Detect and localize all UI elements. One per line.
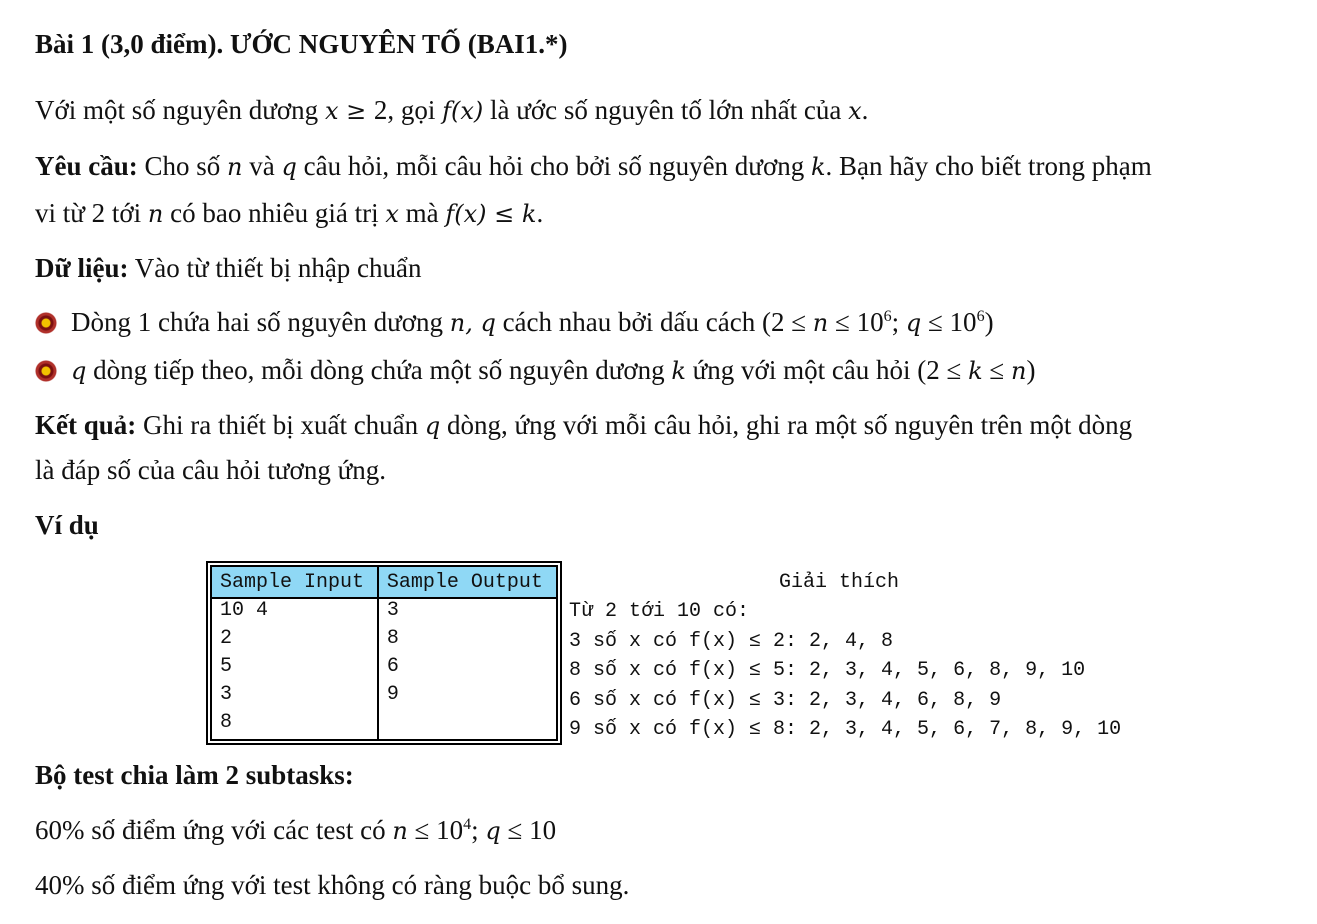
text-run: là ước số nguyên tố lớn nhất của — [483, 95, 849, 125]
sample-input-cell: 2 — [220, 627, 233, 650]
paragraph — [35, 813, 556, 848]
table-row — [212, 598, 556, 627]
text-run: ; — [891, 307, 906, 337]
math-expression: n, q — [449, 309, 496, 337]
explanation-line: 8 số x có f(x) ≤ 5: 2, 3, 4, 5, 6, 8, 9, 10 — [569, 659, 1086, 682]
bold-label: Yêu cầu: — [35, 151, 138, 181]
sample-output-cell: 9 — [378, 683, 556, 711]
table-row — [212, 683, 556, 711]
text-run: dòng, ứng với mỗi câu hỏi, ghi ra một số nguyên trên một dòng — [440, 410, 1133, 440]
table-row — [212, 627, 556, 655]
sample-output-cell — [378, 711, 556, 739]
text-run: ) — [1026, 355, 1036, 385]
header-sample-output: Sample Output — [378, 567, 556, 598]
text-run: ≤ 10 — [500, 815, 557, 845]
text-run: ) — [984, 307, 994, 337]
paragraph — [35, 453, 386, 487]
math-expression: k — [968, 357, 983, 385]
paragraph — [35, 408, 1132, 443]
sample-table — [206, 561, 562, 745]
math-expression: q — [485, 817, 501, 845]
paragraph — [35, 868, 629, 902]
text-run: ≤ 10 — [921, 307, 977, 337]
paragraph — [35, 758, 354, 792]
text-run: ≤ 10 — [407, 815, 464, 845]
explanation — [569, 568, 1122, 741]
math-expression: x — [848, 97, 862, 125]
paragraph — [35, 196, 543, 231]
paragraph — [35, 353, 1035, 388]
paragraph — [35, 251, 422, 285]
text-run: mà — [398, 198, 446, 228]
paragraph — [35, 305, 994, 340]
text-run: ; — [471, 815, 486, 845]
text-run: cách nhau bởi dấu cách (2 ≤ — [495, 307, 813, 337]
text-run: ứng với một câu hỏi (2 ≤ — [685, 355, 969, 385]
bold-label: Kết quả: — [35, 410, 137, 440]
text-run: Ghi ra thiết bị xuất chuẩn — [136, 410, 425, 440]
text-run: 6 — [976, 308, 985, 325]
math-expression: x ≥ — [324, 97, 374, 125]
math-expression: q — [424, 412, 441, 440]
text-run: 6 — [883, 308, 892, 325]
text-run: Cho số — [137, 151, 228, 181]
bold-label: Bộ test chia làm 2 subtasks: — [35, 760, 354, 790]
text-run: ≤ — [982, 355, 1011, 385]
math-expression: q — [281, 153, 297, 181]
sample-input-cell: 10 4 — [220, 599, 269, 622]
math-expression: n — [1010, 357, 1027, 385]
text-run: vi từ 2 tới — [35, 198, 148, 228]
flower-bullet-icon — [35, 360, 57, 382]
text-run: Dòng 1 chứa hai số nguyên dương — [71, 307, 450, 337]
text-run: 40% số điểm ứng với test không có ràng buộc bổ sung. — [35, 870, 630, 900]
text-run: . — [861, 95, 869, 125]
text-run: 2, gọi — [373, 95, 443, 125]
table-row — [212, 655, 556, 683]
sample-input-cell: 3 — [220, 683, 233, 706]
math-expression: n — [812, 309, 829, 337]
math-expression: n — [227, 153, 243, 181]
math-expression: f(x) — [442, 97, 484, 125]
text-run: Với một số nguyên dương — [35, 95, 325, 125]
paragraph — [35, 93, 868, 128]
paragraph — [35, 508, 99, 542]
text-run: có bao nhiêu giá trị — [163, 198, 386, 228]
problem-title: Bài 1 (3,0 điểm). ƯỚC NGUYÊN TỐ (BAI1.*) — [35, 29, 568, 59]
explanation-heading: Giải thích — [779, 571, 900, 594]
math-expression: n — [392, 817, 408, 845]
bold-label: Dữ liệu: — [35, 253, 129, 283]
bold-label: Ví dụ — [35, 510, 99, 540]
math-expression: f(x) ≤ k — [445, 200, 537, 228]
math-expression: x — [385, 200, 399, 228]
text-run: câu hỏi, mỗi câu hỏi cho bởi số nguyên dương — [296, 151, 811, 181]
math-expression: q — [71, 357, 87, 385]
text-run: . Bạn hãy cho biết trong phạm — [825, 151, 1152, 181]
math-expression: k — [671, 357, 686, 385]
explanation-line: 3 số x có f(x) ≤ 2: 2, 4, 8 — [569, 629, 894, 653]
text-run: 4 — [463, 816, 472, 833]
sample-output-cell: 3 — [378, 598, 556, 627]
header-sample-input: Sample Input — [212, 567, 378, 598]
text-run: . — [536, 198, 544, 228]
text-run: 60% số điểm ứng với các test có — [35, 815, 393, 845]
text-run: Vào từ thiết bị nhập chuẩn — [128, 253, 422, 283]
text-run: và — [242, 151, 282, 181]
table-row — [212, 711, 556, 739]
math-expression: n — [147, 200, 164, 228]
sample-input-cell: 5 — [220, 655, 233, 678]
explanation-line: Từ 2 tới 10 có: — [569, 600, 750, 623]
explanation-line: 9 số x có f(x) ≤ 8: 2, 3, 4, 5, 6, 7, 8, 9, 10 — [569, 718, 1122, 741]
math-expression: k — [810, 153, 826, 181]
sample-output-cell: 6 — [378, 655, 556, 683]
explanation-line: 6 số x có f(x) ≤ 3: 2, 3, 4, 6, 8, 9 — [569, 688, 1002, 712]
text-run: ≤ 10 — [828, 307, 884, 337]
text-run: là đáp số của câu hỏi tương ứng. — [35, 455, 386, 485]
math-expression: q — [905, 309, 922, 337]
text-run: dòng tiếp theo, mỗi dòng chứa một số nguyên dương — [86, 355, 672, 385]
flower-bullet-icon — [35, 312, 57, 334]
sample-output-cell: 8 — [378, 627, 556, 655]
sample-input-cell: 8 — [220, 711, 233, 734]
paragraph — [35, 149, 1152, 184]
